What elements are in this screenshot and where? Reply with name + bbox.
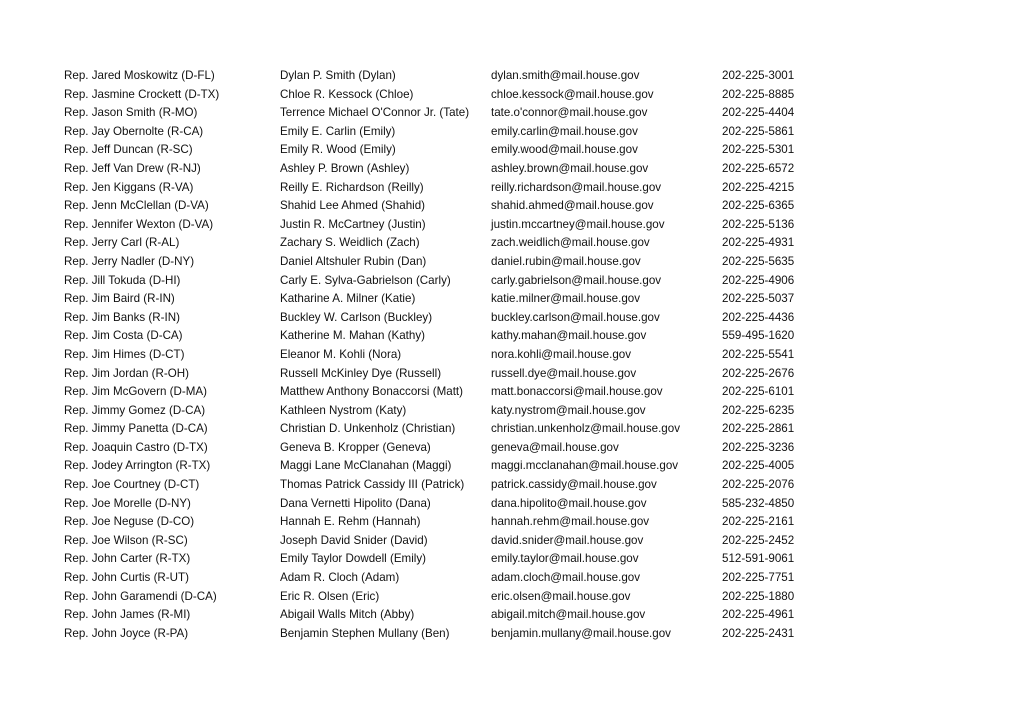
staff-email: katy.nystrom@mail.house.gov	[491, 403, 646, 417]
staff-email: hannah.rehm@mail.house.gov	[491, 515, 650, 529]
office-phone: 559-495-1620	[722, 329, 795, 343]
office-phone: 202-225-4005	[722, 459, 795, 473]
table-row	[64, 383, 824, 402]
table-row	[64, 402, 824, 421]
office-phone: 202-225-2861	[722, 422, 795, 436]
representative-name: Rep. Jay Obernolte (R-CA)	[64, 124, 204, 138]
staff-email: matt.bonaccorsi@mail.house.gov	[491, 385, 663, 399]
staff-name: Benjamin Stephen Mullany (Ben)	[280, 626, 450, 640]
table-row	[64, 253, 824, 272]
office-phone: 202-225-5861	[722, 124, 795, 138]
table-row	[64, 588, 824, 607]
staff-email: daniel.rubin@mail.house.gov	[491, 254, 641, 268]
office-phone: 202-225-5301	[722, 143, 795, 157]
table-row	[64, 123, 824, 142]
staff-name: Ashley P. Brown (Ashley)	[280, 161, 410, 175]
staff-name: Chloe R. Kessock (Chloe)	[280, 87, 414, 101]
staff-name: Dylan P. Smith (Dylan)	[280, 69, 396, 82]
staff-email: chloe.kessock@mail.house.gov	[491, 87, 654, 101]
representative-name: Rep. Jared Moskowitz (D-FL)	[64, 69, 215, 82]
representative-name: Rep. Jim Jordan (R-OH)	[64, 366, 189, 380]
staff-email: maggi.mcclanahan@mail.house.gov	[491, 459, 679, 473]
table-row	[64, 550, 824, 569]
office-phone: 202-225-8885	[722, 87, 795, 101]
office-phone: 202-225-2676	[722, 366, 795, 380]
staff-name: Joseph David Snider (David)	[280, 533, 428, 547]
table-row	[64, 439, 824, 458]
staff-name: Emily R. Wood (Emily)	[280, 143, 396, 157]
office-phone: 202-225-5635	[722, 254, 795, 268]
staff-email: ashley.brown@mail.house.gov	[491, 161, 649, 175]
staff-email: david.snider@mail.house.gov	[491, 533, 644, 547]
office-phone: 202-225-4436	[722, 310, 795, 324]
office-phone: 202-225-5037	[722, 292, 795, 306]
staff-name: Eleanor M. Kohli (Nora)	[280, 347, 402, 361]
office-phone: 202-225-4931	[722, 236, 795, 250]
staff-name: Emily Taylor Dowdell (Emily)	[280, 552, 427, 566]
representative-name: Rep. Joe Wilson (R-SC)	[64, 533, 188, 547]
staff-email: reilly.richardson@mail.house.gov	[491, 180, 662, 194]
office-phone: 202-225-5541	[722, 347, 795, 361]
table-row	[64, 216, 824, 235]
representative-name: Rep. Jeff Duncan (R-SC)	[64, 143, 193, 157]
staff-name: Carly E. Sylva-Gabrielson (Carly)	[280, 273, 451, 287]
representative-name: Rep. Joaquin Castro (D-TX)	[64, 440, 208, 454]
staff-name: Adam R. Cloch (Adam)	[280, 571, 400, 585]
table-row	[64, 327, 824, 346]
staff-name: Reilly E. Richardson (Reilly)	[280, 180, 424, 194]
staff-name: Daniel Altshuler Rubin (Dan)	[280, 254, 427, 268]
table-row	[64, 513, 824, 532]
representative-name: Rep. Jim Himes (D-CT)	[64, 347, 185, 361]
table-row	[64, 365, 824, 384]
staff-email: shahid.ahmed@mail.house.gov	[491, 199, 654, 213]
staff-name: Hannah E. Rehm (Hannah)	[280, 515, 421, 529]
staff-name: Terrence Michael O'Connor Jr. (Tate)	[280, 106, 470, 120]
staff-email: emily.wood@mail.house.gov	[491, 143, 638, 157]
representative-name: Rep. Jim Costa (D-CA)	[64, 329, 183, 343]
representative-name: Rep. Jerry Carl (R-AL)	[64, 236, 180, 250]
representative-name: Rep. Jen Kiggans (R-VA)	[64, 180, 194, 194]
staff-email: benjamin.mullany@mail.house.gov	[491, 626, 671, 640]
office-phone: 202-225-2161	[722, 515, 795, 529]
table-row	[64, 197, 824, 216]
staff-name: Eric R. Olsen (Eric)	[280, 589, 380, 603]
staff-name: Justin R. McCartney (Justin)	[280, 217, 426, 231]
staff-name: Christian D. Unkenholz (Christian)	[280, 422, 456, 436]
table-row	[64, 495, 824, 514]
office-phone: 202-225-4404	[722, 106, 795, 120]
staff-name: Buckley W. Carlson (Buckley)	[280, 310, 433, 324]
table-row	[64, 234, 824, 253]
staff-email: katie.milner@mail.house.gov	[491, 292, 641, 306]
representative-name: Rep. Joe Neguse (D-CO)	[64, 515, 195, 529]
staff-email: nora.kohli@mail.house.gov	[491, 347, 632, 361]
representative-name: Rep. Jim Baird (R-IN)	[64, 292, 175, 306]
table-row	[64, 420, 824, 439]
representative-name: Rep. Jerry Nadler (D-NY)	[64, 254, 195, 268]
office-phone: 202-225-7751	[722, 571, 795, 585]
representative-name: Rep. Joe Courtney (D-CT)	[64, 478, 200, 492]
office-phone: 512-591-9061	[722, 552, 795, 566]
office-phone: 202-225-5136	[722, 217, 795, 231]
contact-table	[64, 67, 824, 643]
table-row	[64, 160, 824, 179]
staff-email: carly.gabrielson@mail.house.gov	[491, 273, 662, 287]
office-phone: 202-225-6101	[722, 385, 795, 399]
office-phone: 202-225-3236	[722, 440, 795, 454]
table-row	[64, 86, 824, 105]
table-row	[64, 606, 824, 625]
staff-name: Emily E. Carlin (Emily)	[280, 124, 396, 138]
representative-name: Rep. John Carter (R-TX)	[64, 552, 191, 566]
representative-name: Rep. Jim McGovern (D-MA)	[64, 385, 208, 399]
office-phone: 202-225-1880	[722, 589, 795, 603]
staff-email: dana.hipolito@mail.house.gov	[491, 496, 647, 510]
office-phone: 202-225-2076	[722, 478, 795, 492]
staff-name: Zachary S. Weidlich (Zach)	[280, 236, 420, 250]
representative-name: Rep. Joe Morelle (D-NY)	[64, 496, 191, 510]
staff-email: tate.o'connor@mail.house.gov	[491, 106, 648, 120]
table-row	[64, 532, 824, 551]
staff-name: Kathleen Nystrom (Katy)	[280, 403, 407, 417]
table-row	[64, 179, 824, 198]
table-row	[64, 104, 824, 123]
representative-name: Rep. Jill Tokuda (D-HI)	[64, 273, 181, 287]
staff-email: justin.mccartney@mail.house.gov	[491, 217, 665, 231]
staff-email: emily.carlin@mail.house.gov	[491, 124, 638, 138]
representative-name: Rep. Jeff Van Drew (R-NJ)	[64, 161, 201, 175]
staff-email: kathy.mahan@mail.house.gov	[491, 329, 647, 343]
table-row	[64, 67, 824, 86]
table-row	[64, 625, 824, 644]
office-phone: 202-225-6235	[722, 403, 795, 417]
staff-name: Shahid Lee Ahmed (Shahid)	[280, 199, 426, 213]
table-row	[64, 476, 824, 495]
table-row	[64, 290, 824, 309]
office-phone: 202-225-4906	[722, 273, 795, 287]
representative-name: Rep. Jennifer Wexton (D-VA)	[64, 217, 214, 231]
representative-name: Rep. Jodey Arrington (R-TX)	[64, 459, 211, 473]
staff-name: Abigail Walls Mitch (Abby)	[280, 608, 415, 622]
table-row	[64, 346, 824, 365]
staff-email: emily.taylor@mail.house.gov	[491, 552, 639, 566]
staff-name: Thomas Patrick Cassidy III (Patrick)	[280, 478, 465, 492]
office-phone: 202-225-2431	[722, 626, 795, 640]
staff-email: patrick.cassidy@mail.house.gov	[491, 478, 657, 492]
table-row	[64, 141, 824, 160]
office-phone: 202-225-4961	[722, 608, 795, 622]
representative-name: Rep. Jimmy Panetta (D-CA)	[64, 422, 208, 436]
representative-name: Rep. Jenn McClellan (D-VA)	[64, 199, 209, 213]
representative-name: Rep. John Curtis (R-UT)	[64, 571, 189, 585]
staff-name: Matthew Anthony Bonaccorsi (Matt)	[280, 385, 464, 399]
staff-name: Katherine M. Mahan (Kathy)	[280, 329, 425, 343]
table-row	[64, 272, 824, 291]
staff-name: Dana Vernetti Hipolito (Dana)	[280, 496, 431, 510]
staff-name: Katharine A. Milner (Katie)	[280, 292, 416, 306]
office-phone: 202-225-4215	[722, 180, 795, 194]
staff-name: Maggi Lane McClanahan (Maggi)	[280, 459, 452, 473]
office-phone: 585-232-4850	[722, 496, 795, 510]
table-row	[64, 569, 824, 588]
staff-email: geneva@mail.house.gov	[491, 440, 619, 454]
office-phone: 202-225-3001	[722, 69, 795, 82]
staff-email: adam.cloch@mail.house.gov	[491, 571, 641, 585]
staff-email: zach.weidlich@mail.house.gov	[491, 236, 650, 250]
table-row	[64, 457, 824, 476]
representative-name: Rep. Jason Smith (R-MO)	[64, 106, 198, 120]
staff-email: abigail.mitch@mail.house.gov	[491, 608, 646, 622]
representative-name: Rep. Jimmy Gomez (D-CA)	[64, 403, 206, 417]
representative-name: Rep. Jasmine Crockett (D-TX)	[64, 87, 220, 101]
representative-name: Rep. John Joyce (R-PA)	[64, 626, 189, 640]
staff-email: christian.unkenholz@mail.house.gov	[491, 422, 680, 436]
office-phone: 202-225-2452	[722, 533, 795, 547]
representative-name: Rep. John James (R-MI)	[64, 608, 191, 622]
staff-email: dylan.smith@mail.house.gov	[491, 69, 640, 82]
staff-email: russell.dye@mail.house.gov	[491, 366, 637, 380]
office-phone: 202-225-6572	[722, 161, 795, 175]
representative-name: Rep. Jim Banks (R-IN)	[64, 310, 180, 324]
office-phone: 202-225-6365	[722, 199, 795, 213]
table-row	[64, 309, 824, 328]
staff-name: Russell McKinley Dye (Russell)	[280, 366, 442, 380]
representative-name: Rep. John Garamendi (D-CA)	[64, 589, 217, 603]
staff-email: eric.olsen@mail.house.gov	[491, 589, 631, 603]
staff-email: buckley.carlson@mail.house.gov	[491, 310, 660, 324]
staff-name: Geneva B. Kropper (Geneva)	[280, 440, 431, 454]
